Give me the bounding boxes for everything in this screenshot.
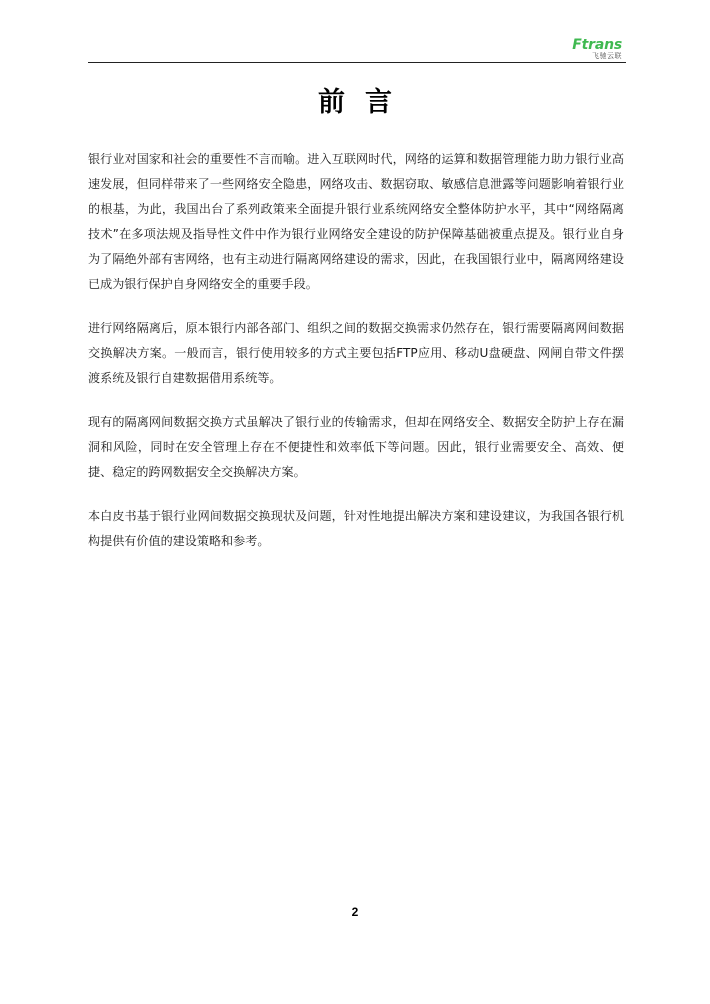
page-number: 2 xyxy=(351,905,359,919)
header-divider xyxy=(88,62,626,63)
page-header xyxy=(0,0,710,64)
paragraph-4: 本白皮书基于银行业网间数据交换现状及问题，针对性地提出解决方案和建设建议，为我国各银行机构提供有价值的建设策略和参考。 xyxy=(88,509,624,548)
paragraph-3: 现有的隔离网间数据交换方式虽解决了银行业的传输需求，但却在网络安全、数据安全防护上存在漏洞和风险，同时在安全管理上存在不便捷性和效率低下等问题。因此，银行业需要安全、高效、便捷、稳定的跨网数据安全交换解决方案。 xyxy=(88,415,624,479)
page-title: 前言 xyxy=(318,87,412,118)
document-body xyxy=(88,147,624,573)
paragraph-2: 进行网络隔离后，原本银行内部各部门、组织之间的数据交换需求仍然存在，银行需要隔离网间数据交换解决方案。一般而言，银行使用较多的方式主要包括FTP应用、移动U盘硬盘、网闸自带文件摆渡系统及银行自建数据借用系统等。 xyxy=(88,321,624,385)
logo-subtext: 飞驰云联 xyxy=(592,52,622,60)
paragraph-1: 银行业对国家和社会的重要性不言而喻。进入互联网时代，网络的运算和数据管理能力助力银行业高速发展，但同样带来了一些网络安全隐患，网络攻击、数据窃取、敏感信息泄露等问题影响着银行业的根基，为此，我国出台了系列政策来全面提升银行业系统网络安全整体防护水平，其中“网络隔离技术”在多项法规及指导性文件中作为银行业网络安全建设的防护保障基础被重点提及。银行业自身为了隔绝外部有害网络，也有主动进行隔离网络建设的需求，因此，在我国银行业中，隔离网络建设已成为银行保护自身网络安全的重要手段。 xyxy=(88,152,624,291)
logo-wordmark: Ftrans xyxy=(572,37,622,53)
ftrans-logo xyxy=(560,38,622,62)
